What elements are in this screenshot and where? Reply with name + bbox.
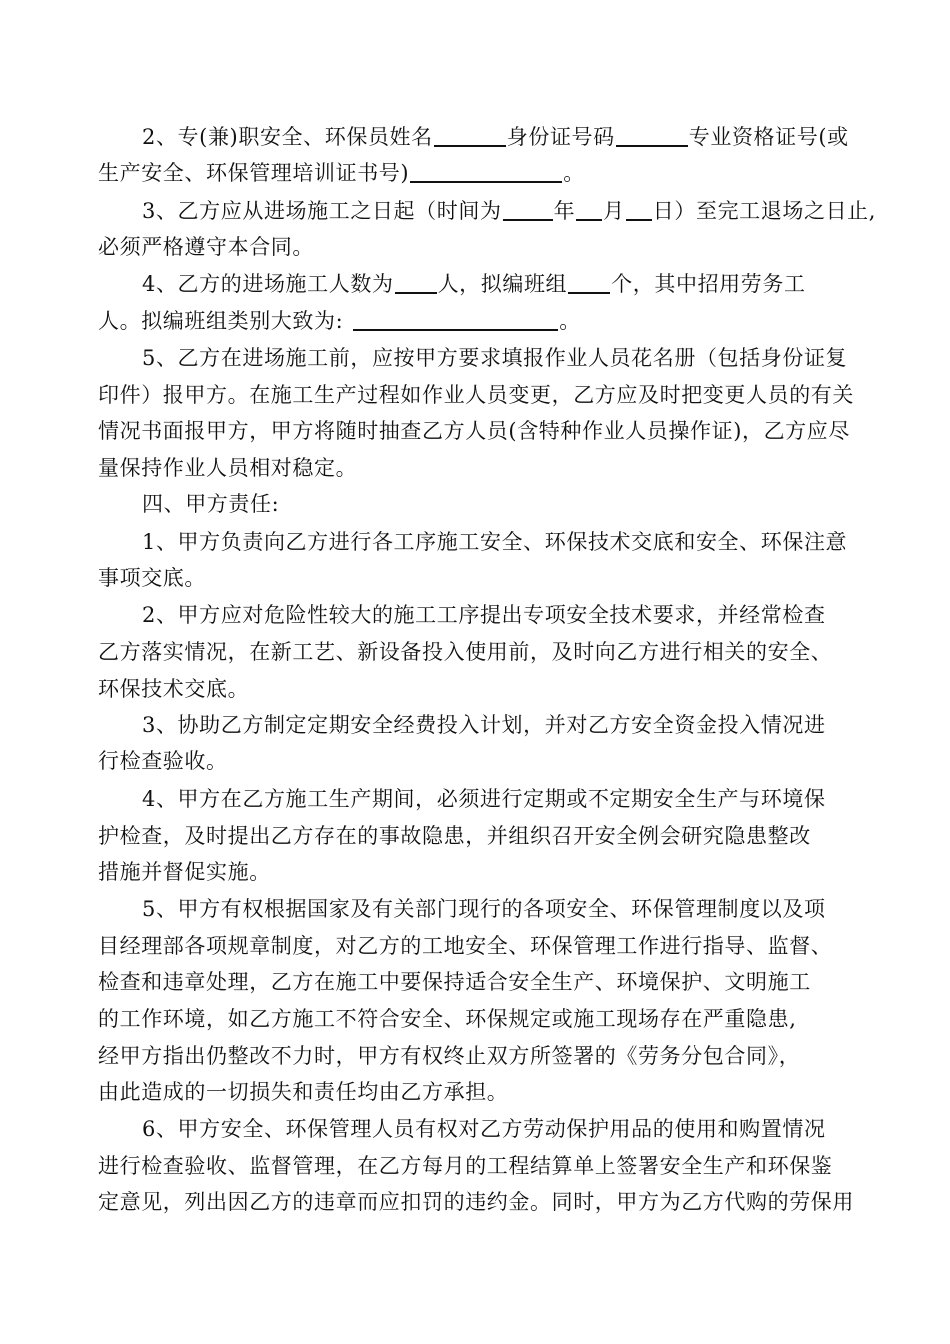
blank-certificate-number	[410, 161, 562, 183]
clause-4-6-line-1: 6、甲方安全、环保管理人员有权对乙方劳动保护用品的使用和购置情况	[142, 1117, 826, 1141]
text-segment: 年	[553, 199, 576, 223]
text-segment: 生产安全、环保管理培训证书号)	[98, 161, 410, 185]
clause-4-2-line-3: 环保技术交底。	[98, 677, 250, 701]
clause-4-5-line-1: 5、甲方有权根据国家及有关部门现行的各项安全、环保管理制度以及项	[142, 897, 826, 921]
text-segment: 2、专(兼)职安全、环保员姓名	[142, 125, 433, 149]
text-segment: 人，拟编班组	[437, 272, 568, 296]
text-segment: 人。拟编班组类别大致为:	[98, 309, 344, 333]
clause-4-4-line-2: 护检查，及时提出乙方存在的事故隐患，并组织召开安全例会研究隐患整改	[98, 824, 811, 848]
clause-4-4-line-3: 措施并督促实施。	[98, 860, 271, 884]
text-segment: 身份证号码	[506, 125, 615, 149]
clause-4-5-line-2: 目经理部各项规章制度，对乙方的工地安全、环保管理工作进行指导、监督、	[98, 934, 833, 958]
clause-4-5-line-3: 检查和违章处理，乙方在施工中要保持适合安全生产、环境保护、文明施工	[98, 970, 811, 994]
text-segment: 日）至完工退场之日止,	[652, 199, 877, 223]
clause-3-5-line-4: 量保持作业人员相对稳定。	[98, 456, 358, 480]
clause-4-6-line-2: 进行检查验收、监督管理，在乙方每月的工程结算单上签署安全生产和环保鉴	[98, 1154, 833, 1178]
blank-team-categories	[353, 309, 558, 331]
blank-team-count	[568, 272, 610, 294]
blank-month	[576, 199, 602, 221]
text-segment: 。	[559, 309, 581, 333]
text-segment: 3、乙方应从进场施工之日起（时间为	[142, 199, 502, 223]
clause-3-4-line-1	[142, 270, 806, 298]
blank-id-number	[616, 125, 688, 147]
text-segment: 月	[603, 199, 625, 223]
clause-3-5-line-3: 情况书面报甲方，甲方将随时抽查乙方人员(含特种作业人员操作证)，乙方应尽	[98, 419, 850, 443]
clause-3-3-line-1	[142, 197, 876, 225]
clause-4-5-line-5: 经甲方指出仍整改不力时，甲方有权终止双方所签署的《劳务分包合同》，	[98, 1044, 801, 1068]
clause-4-1-line-2: 事项交底。	[98, 566, 206, 590]
clause-4-3-line-1: 3、协助乙方制定定期安全经费投入计划，并对乙方安全资金投入情况进	[142, 713, 826, 737]
clause-3-2-line-2	[98, 159, 585, 187]
clause-3-5-line-2: 印件）报甲方。在施工生产过程如作业人员变更，乙方应及时把变更人员的有关	[98, 383, 854, 407]
clause-3-3-line-2: 必须严格遵守本合同。	[98, 235, 314, 259]
clause-4-2-line-1: 2、甲方应对危险性较大的施工工序提出专项安全技术要求，并经常检查	[142, 603, 826, 627]
clause-4-3-line-2: 行检查验收。	[98, 749, 228, 773]
text-segment: 4、乙方的进场施工人数为	[142, 272, 394, 296]
text-segment: 。	[563, 161, 585, 185]
clause-3-4-line-2	[98, 307, 581, 335]
clause-4-5-line-6: 由此造成的一切损失和责任均由乙方承担。	[98, 1080, 509, 1104]
clause-4-1-line-1: 1、甲方负责向乙方进行各工序施工安全、环保技术交底和安全、环保注意	[142, 530, 848, 554]
text-segment: 专业资格证号(或	[688, 125, 849, 149]
blank-day	[626, 199, 652, 221]
blank-year	[503, 199, 553, 221]
section-4-heading: 四、甲方责任:	[142, 492, 280, 516]
clause-4-4-line-1: 4、甲方在乙方施工生产期间，必须进行定期或不定期安全生产与环境保	[142, 787, 826, 811]
blank-worker-count	[395, 272, 437, 294]
clause-3-2-line-1	[142, 123, 849, 151]
text-segment: 个，其中招用劳务工	[611, 272, 806, 296]
clause-3-5-line-1: 5、乙方在进场施工前，应按甲方要求填报作业人员花名册（包括身份证复	[142, 346, 848, 370]
clause-4-5-line-4: 的工作环境，如乙方施工不符合安全、环保规定或施工现场存在严重隐患,	[98, 1007, 797, 1031]
clause-4-6-line-3: 定意见，列出因乙方的违章而应扣罚的违约金。同时，甲方为乙方代购的劳保用	[98, 1190, 854, 1214]
clause-4-2-line-2: 乙方落实情况，在新工艺、新设备投入使用前，及时向乙方进行相关的安全、	[98, 640, 833, 664]
blank-safety-officer-name	[434, 125, 506, 147]
